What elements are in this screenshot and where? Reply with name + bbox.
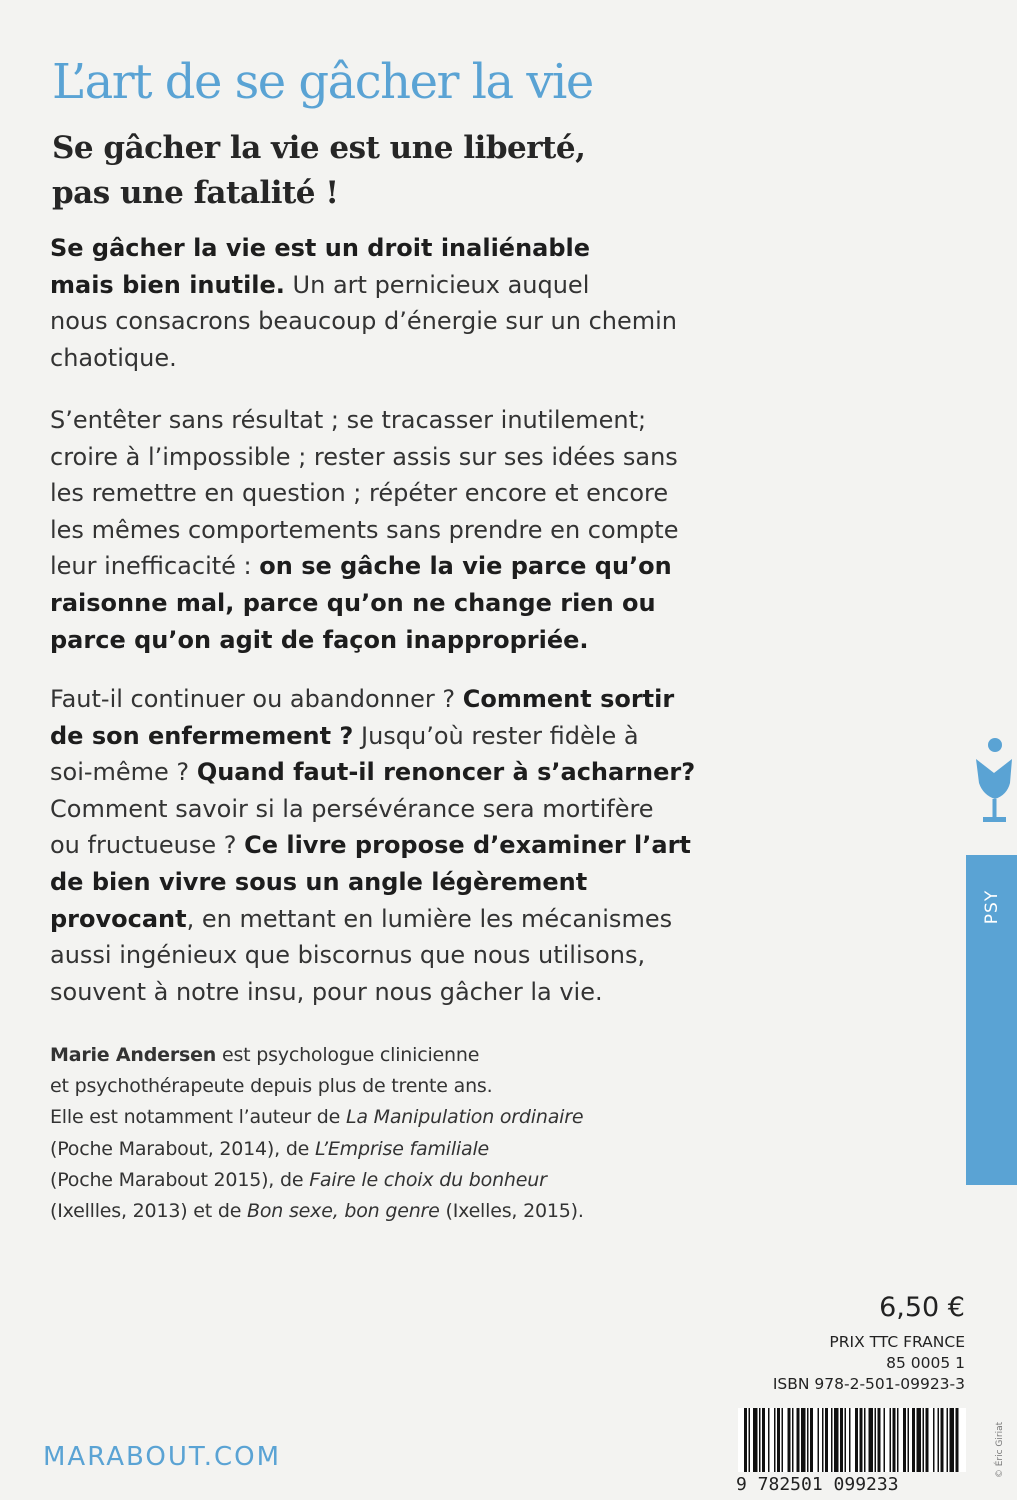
behaviors-line: les remettre en question ; répéter encore et encore <box>50 479 669 508</box>
barcode-bar <box>912 1408 915 1472</box>
book-reference: Faire le choix du bonheur <box>309 1168 547 1191</box>
barcode-bar <box>782 1408 784 1472</box>
questions-paragraph <box>50 681 695 1010</box>
tax-note: PRIX TTC FRANCE <box>829 1333 965 1351</box>
behaviors-bold-line: raisonne mal, parce qu’on ne change rien ou <box>50 588 656 617</box>
barcode-bar <box>864 1408 866 1472</box>
bio-text-fragment: (Ixelles, 2015). <box>439 1200 584 1223</box>
publisher-website: MARABOUT.COM <box>43 1442 282 1472</box>
barcode-bar <box>792 1408 794 1472</box>
bio-line: et psychothérapeute depuis plus de trente ans. <box>50 1075 493 1098</box>
price: 6,50 € <box>879 1292 965 1323</box>
publication-info <box>773 1332 965 1395</box>
bio-text-fragment: (Poche Marabout 2015), de <box>50 1168 310 1191</box>
subtitle-line: Se gâcher la vie est une liberté, <box>52 130 586 166</box>
barcode-bar <box>834 1408 839 1472</box>
barcode-digits: 9 782501 099233 <box>736 1474 899 1495</box>
questions-text-fragment: Faut-il continuer ou abandonner ? <box>50 685 463 713</box>
barcode-bar <box>831 1408 833 1472</box>
barcode-bar <box>938 1408 940 1472</box>
barcode-bar <box>774 1408 776 1472</box>
intro-bold-line: Se gâcher la vie est un droit inaliénable <box>50 234 591 262</box>
barcode-bar <box>840 1408 843 1472</box>
barcode-bar <box>884 1408 886 1472</box>
questions-text-fragment: ou fructueuse ? <box>50 831 245 860</box>
barcode-bar <box>903 1408 906 1472</box>
barcode-bar <box>890 1408 892 1472</box>
barcode-bar <box>947 1408 949 1472</box>
barcode-bar <box>777 1408 780 1472</box>
barcode-bar <box>933 1408 935 1472</box>
barcode-bar <box>869 1408 874 1472</box>
behaviors-line: les mêmes comportements sans prendre en compte <box>50 515 679 544</box>
bio-text-fragment: Elle est notamment l’auteur de <box>50 1106 346 1129</box>
barcode-bar <box>818 1408 820 1472</box>
barcode-bar <box>810 1408 813 1472</box>
bio-text-fragment: (Ixellles, 2013) et de <box>50 1200 248 1223</box>
questions-text-fragment: soi-même ? <box>50 758 197 787</box>
book-reference: Bon sexe, bon genre <box>247 1200 440 1223</box>
book-subtitle <box>52 126 585 216</box>
bio-text-fragment: est psychologue clinicienne <box>216 1044 480 1066</box>
intro-bold-fragment: mais bien inutile. <box>50 270 285 299</box>
bio-text-fragment: (Poche Marabout, 2014), de <box>50 1137 316 1160</box>
barcode-bar <box>801 1408 806 1472</box>
barcode-bar <box>768 1408 770 1472</box>
barcode-icon <box>738 1408 966 1472</box>
book-reference: La Manipulation ordinaire <box>346 1106 584 1129</box>
barcode-bar <box>822 1408 824 1472</box>
barcode-bar <box>849 1408 851 1472</box>
questions-bold-fragment: provocant <box>50 904 187 933</box>
questions-bold-fragment: Comment sortir <box>462 685 675 713</box>
intro-paragraph <box>50 230 677 376</box>
intro-text-fragment: Un art pernicieux auquel <box>284 270 590 299</box>
barcode-bar <box>749 1408 751 1472</box>
subtitle-line: pas une fatalité ! <box>52 175 339 211</box>
book-title: L’art de se gâcher la vie <box>52 54 593 110</box>
barcode-bar <box>917 1408 922 1472</box>
questions-bold-fragment: Ce livre propose d’examiner l’art <box>244 831 691 860</box>
barcode-bar <box>926 1408 929 1472</box>
barcode-bars <box>738 1408 966 1472</box>
photo-credit: © Éric Giriat <box>995 1421 1005 1479</box>
isbn: ISBN 978-2-501-09923-3 <box>772 1375 965 1393</box>
barcode-bar <box>744 1408 747 1472</box>
questions-bold-line: de bien vivre sous un angle légèrement <box>50 867 588 896</box>
behaviors-text-fragment: leur inefficacité : <box>50 552 260 581</box>
behaviors-bold-line: parce qu’on agit de façon inappropriée. <box>50 625 589 654</box>
author-name: Marie Andersen <box>50 1044 217 1066</box>
questions-text-fragment: , en mettant en lumière les mécanismes <box>186 904 673 933</box>
questions-bold-fragment: de son enfermement ? <box>50 721 354 750</box>
behaviors-paragraph <box>50 402 678 658</box>
category-label: PSY <box>981 889 1002 925</box>
product-code: 85 0005 1 <box>886 1354 965 1372</box>
questions-text-fragment: Jusqu’où rester fidèle à <box>353 721 639 750</box>
barcode-bar <box>797 1408 800 1472</box>
behaviors-line: S’entêter sans résultat ; se tracasser inutilement; <box>50 406 647 434</box>
barcode-bar <box>897 1408 899 1472</box>
barcode-bar <box>893 1408 896 1472</box>
barcode-bar <box>788 1408 791 1472</box>
barcode-bar <box>878 1408 881 1472</box>
barcode-bar <box>941 1408 944 1472</box>
barcode-bar <box>762 1408 765 1472</box>
marabout-figure-icon <box>974 737 1014 829</box>
barcode-bar <box>860 1408 863 1472</box>
intro-line: nous consacrons beaucoup d’énergie sur un chemin <box>50 307 678 336</box>
barcode-bar <box>759 1408 761 1472</box>
barcode-bar <box>753 1408 758 1472</box>
barcode-bar <box>908 1408 910 1472</box>
barcode-bar <box>956 1408 959 1472</box>
behaviors-bold-fragment: on se gâche la vie parce qu’on <box>259 552 672 581</box>
category-tab <box>966 855 1017 1185</box>
barcode-bar <box>807 1408 809 1472</box>
behaviors-line: croire à l’impossible ; rester assis sur ses idées sans <box>50 442 678 471</box>
barcode-bar <box>855 1408 858 1472</box>
barcode-bar <box>845 1408 847 1472</box>
questions-line: souvent à notre insu, pour nous gâcher la vie. <box>50 977 603 1006</box>
barcode-bar <box>875 1408 877 1472</box>
barcode-bar <box>950 1408 955 1472</box>
author-bio <box>50 1040 584 1227</box>
questions-line: Comment savoir si la persévérance sera mortifère <box>50 794 654 823</box>
questions-line: aussi ingénieux que biscornus que nous utilisons, <box>50 941 646 970</box>
intro-line: chaotique. <box>50 343 177 372</box>
book-reference: L’Emprise familiale <box>315 1137 490 1160</box>
barcode-bar <box>923 1408 925 1472</box>
questions-bold-fragment: Quand faut-il renoncer à s’acharner? <box>196 758 696 787</box>
barcode-bar <box>825 1408 828 1472</box>
